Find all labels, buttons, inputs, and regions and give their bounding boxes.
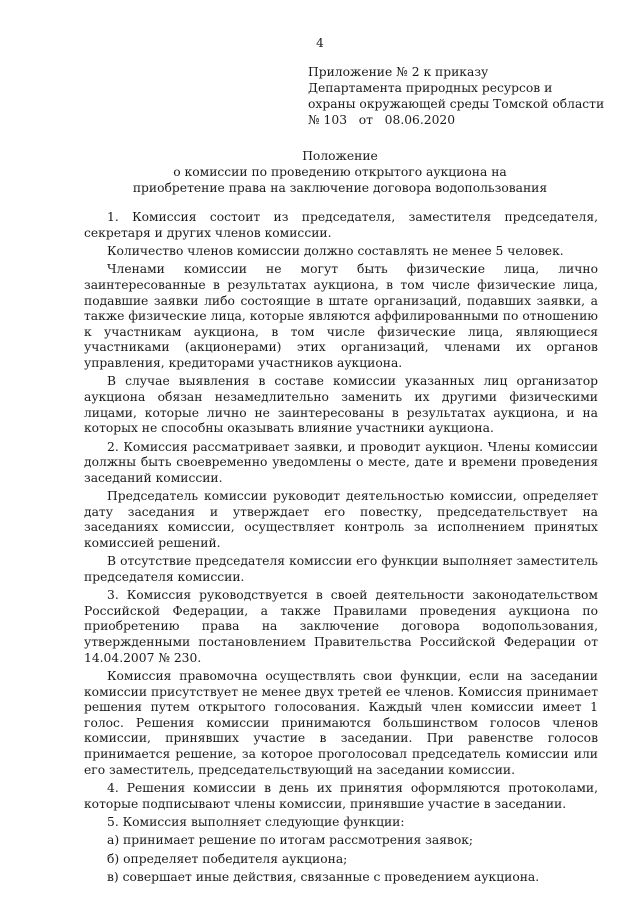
appendix-block	[308, 64, 608, 128]
paragraph-6: Председатель комиссии руководит деятельностью комиссии, определяет дату заседания и утверждает его повестку, председательствует на заседаниях комиссии, осуществляет контроль за исполнением принятых комиссией решений.	[84, 489, 598, 550]
page-number: 4	[316, 36, 324, 50]
appendix-line: Департамента природных ресурсов и	[308, 81, 553, 95]
title-line: о комиссии по проведению открытого аукциона на	[173, 165, 507, 179]
appendix-order-number: № 103 от 08.06.2020	[308, 113, 456, 127]
functions-list-item: в) совершает иные действия, связанные с проведением аукциона.	[107, 870, 540, 885]
paragraph-1: 1. Комиссия состоит из председателя, заместителя председателя, секретаря и других членов комиссии.	[84, 210, 598, 240]
appendix-line: Приложение № 2 к приказу	[308, 65, 489, 79]
paragraph-7: В отсутствие председателя комиссии его функции выполняет заместитель председателя комиссии.	[84, 554, 598, 584]
paragraph-9: Комиссия правомочна осуществлять свои функции, если на заседании комиссии присутствует не менее двух третей ее членов. Комиссия принимает решения путем открытого голосования. Каждый член комиссии имеет 1 голос. Решения комиссии принимаются большинством голосов членов комиссии, принявших участие в заседании. При равенстве голосов принимается решение, за которое проголосовал председатель комиссии или его заместитель, председательствующий на заседании комиссии.	[84, 669, 598, 777]
paragraph-4: В случае выявления в составе комиссии указанных лиц организатор аукциона обязан незамедлительно заменить их другими физическими лицами, которые лично не заинтересованы в результатах аукциона, и на которых не способны оказывать влияние участники аукциона.	[84, 374, 598, 436]
paragraph-10: 4. Решения комиссии в день их принятия оформляются протоколами, которые подписывают члены комиссии, принявшие участие в заседании.	[84, 780, 598, 811]
paragraph-3: Членами комиссии не могут быть физические лица, лично заинтересованные в результатах аукциона, в том числе физические лица, подавшие заявки либо состоящие в штате организаций, подавших заявки, а также физические лица, которые являются аффилированными по отношению к участникам аукциона, в том числе физические лица, являющиеся участниками (акционерами) этих организаций, членами их органов управления, кредиторами участников аукциона.	[84, 262, 598, 370]
appendix-line: охраны окружающей среды Томской области	[308, 97, 605, 111]
functions-list-intro: 5. Комиссия выполняет следующие функции:	[107, 814, 405, 829]
title-heading: Положение	[302, 149, 378, 163]
functions-list-item: б) определяет победителя аукциона;	[107, 851, 348, 866]
paragraph-8: 3. Комиссия руководствуется в своей деятельности законодательством Российской Федерации, а также Правилами проведения аукциона по приобретению права на заключение договора водопользования, утвержденными постановлением Правительства Российской Федерации от 14.04.2007 № 230.	[84, 588, 598, 665]
title-line: приобретение права на заключение договора водопользования	[132, 181, 548, 195]
document-body	[84, 210, 598, 889]
paragraph-5: 2. Комиссия рассматривает заявки, и проводит аукцион. Члены комиссии должны быть своевременно уведомлены о месте, дате и времени проведения заседаний комиссии.	[84, 439, 598, 485]
document-title	[80, 148, 600, 196]
paragraph-2: Количество членов комиссии должно составлять не менее 5 человек.	[107, 243, 564, 258]
functions-list-item: а) принимает решение по итогам рассмотрения заявок;	[107, 833, 474, 848]
